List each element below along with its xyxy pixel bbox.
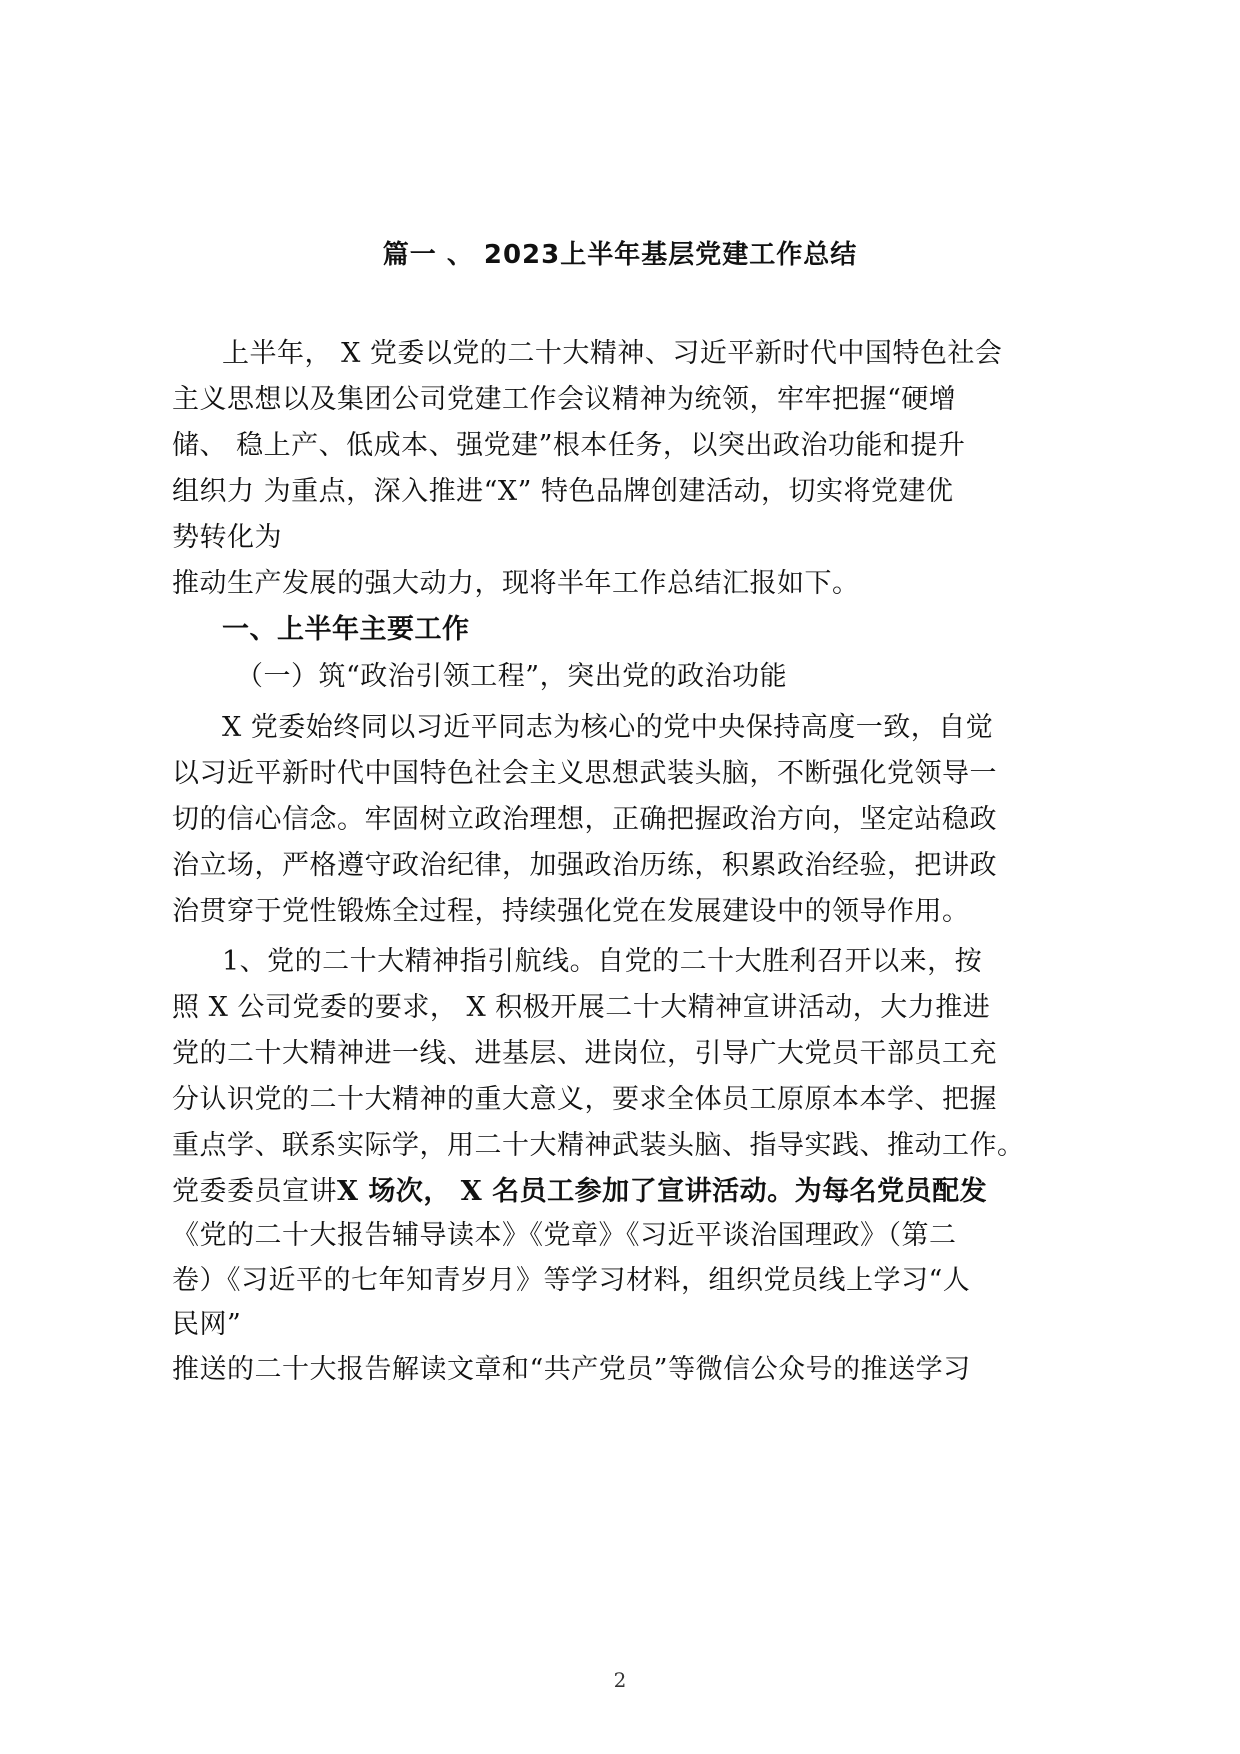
paragraph-line: 以习近平新时代中国特色社会主义思想武装头脑，不断强化党领导一 <box>172 758 997 789</box>
paragraph-line-start: 党委委员宣讲 <box>172 1176 337 1207</box>
paragraph-line: 卷）《习近平的七年知青岁月》等学习材料，组织党员线上学习“人 <box>172 1265 971 1296</box>
paragraph-line: 重点学、联系实际学，用二十大精神武装头脑、指导实践、推动工作。 <box>172 1130 1025 1161</box>
paragraph-line: 治贯穿于党性锻炼全过程，持续强化党在发展建设中的领导作用。 <box>172 896 970 927</box>
paragraph-line <box>172 1174 987 1210</box>
paragraph-line: 党的二十大精神进一线、进基层、进岗位，引导广大党员干部员工充 <box>172 1038 997 1069</box>
paragraph-line: 上半年， X 党委以党的二十大精神、习近平新时代中国特色社会 <box>222 338 1003 369</box>
paragraph-line: 1、党的二十大精神指引航线。自党的二十大胜利召开以来，按 <box>222 946 983 977</box>
paragraph-line: 切的信心信念。牢固树立政治理想，正确把握政治方向，坚定站稳政 <box>172 804 997 835</box>
paragraph-line: 照 X 公司党委的要求， X 积极开展二十大精神宣讲活动，大力推进 <box>172 992 991 1023</box>
section-heading: 一、上半年主要工作 <box>222 614 470 645</box>
paragraph-line: 推动生产发展的强大动力，现将半年工作总结汇报如下。 <box>172 568 860 599</box>
paragraph-line: 民网” <box>172 1309 242 1340</box>
document-title: 篇一 、 2023上半年基层党建工作总结 <box>382 240 858 270</box>
paragraph-line: 治立场，严格遵守政治纪律，加强政治历练，积累政治经验，把讲政 <box>172 850 997 881</box>
paragraph-line: 储、 稳上产、低成本、强党建”根本任务，以突出政治功能和提升 <box>172 430 966 461</box>
paragraph-line: 组织力 为重点，深入推进“X” 特色品牌创建活动，切实将党建优 <box>172 476 954 507</box>
paragraph-line: 势转化为 <box>172 522 282 553</box>
paragraph-line: X 党委始终同以习近平同志为核心的党中央保持高度一致，自觉 <box>222 712 994 743</box>
paragraph-line: 主义思想以及集团公司党建工作会议精神为统领，牢牢把握“硬增 <box>172 384 957 415</box>
page-number: 2 <box>613 1668 627 1692</box>
paragraph-line: 分认识党的二十大精神的重大意义，要求全体员工原原本本学、把握 <box>172 1084 997 1115</box>
paragraph-line: 《党的二十大报告辅导读本》《党章》《习近平谈治国理政》（第二 <box>172 1220 957 1251</box>
paragraph-line: 推送的二十大报告解读文章和“共产党员”等微信公众号的推送学习 <box>172 1354 971 1385</box>
emphasized-text: X 场次， X 名员工参加了宣讲活动。为每名党员配发 <box>337 1176 988 1207</box>
subsection-heading: （一）筑“政治引领工程”，突出党的政治功能 <box>236 661 788 692</box>
